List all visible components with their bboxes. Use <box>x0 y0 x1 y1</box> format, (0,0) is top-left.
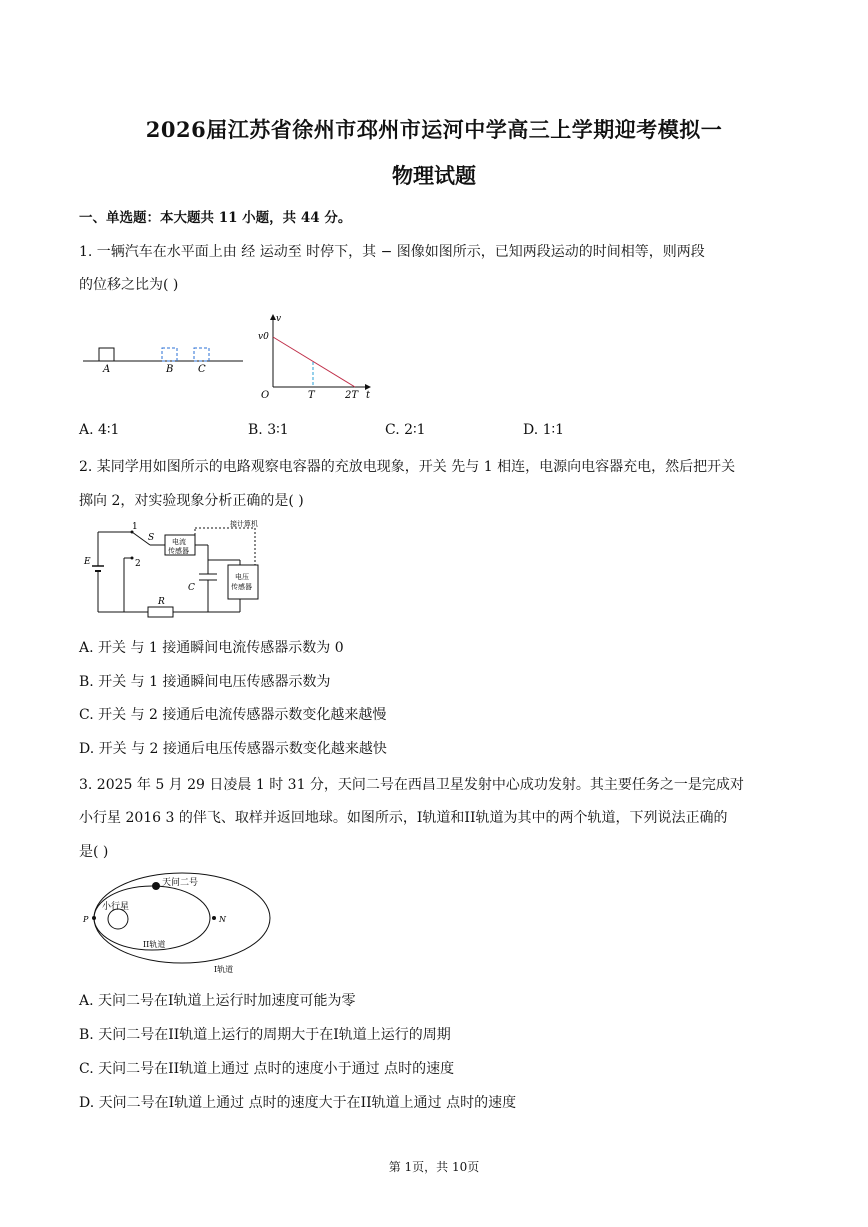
svg-text:1: 1 <box>132 522 138 532</box>
q3-stem-line2: 小行星 2016 3 的伴飞、取样并返回地球。如图所示，I轨道和II轨道为其中的两个轨道，下列说法正确的 <box>79 810 728 826</box>
page-number: 第 1页，共 10页 <box>388 1160 480 1174</box>
q1-stem-line1: 1. 一辆汽车在水平面上由 经 运动至 时停下，其 − 图像如图所示，已知两段运动的时间相等，则两段 <box>79 244 705 260</box>
svg-text:I轨道: I轨道 <box>214 965 234 974</box>
q2-option-b[interactable]: B. 开关 与 1 接通瞬间电压传感器示数为 <box>79 674 331 690</box>
section-heading: 一、单选题：本大题共 11 小题，共 44 分。 <box>79 210 352 226</box>
car-b-box <box>162 348 177 361</box>
page-title-line2: 物理试题 <box>392 163 476 188</box>
svg-text:2: 2 <box>135 559 141 569</box>
q1-option-d[interactable]: D. 1∶1 <box>523 422 565 438</box>
svg-text:C: C <box>198 364 206 375</box>
q1-option-b[interactable]: B. 3∶1 <box>248 422 289 438</box>
svg-text:B: B <box>166 364 174 375</box>
q2-stem-line1: 2. 某同学用如图所示的电路观察电容器的充放电现象，开关 先与 1 相连，电源向电容器充电，然后把开关 <box>79 459 736 475</box>
q1-stem-line2: 的位移之比为( ) <box>79 277 179 293</box>
svg-text:P: P <box>83 915 89 924</box>
svg-text:电流: 电流 <box>172 538 186 546</box>
svg-text:T: T <box>308 390 315 401</box>
svg-text:2T: 2T <box>345 390 359 401</box>
q3-option-d[interactable]: D. 天问二号在I轨道上通过 点时的速度大于在II轨道上通过 点时的速度 <box>79 1095 517 1111</box>
svg-text:R: R <box>158 597 165 607</box>
q2-stem-line2: 掷向 2，对实验现象分析正确的是( ) <box>79 493 304 509</box>
svg-text:O: O <box>261 390 270 401</box>
svg-text:A: A <box>103 364 111 375</box>
q2-option-c[interactable]: C. 开关 与 2 接通后电流传感器示数变化越来越慢 <box>79 707 387 723</box>
q3-option-c[interactable]: C. 天问二号在II轨道上通过 点时的速度小于通过 点时的速度 <box>79 1061 455 1077</box>
page-title-line1: 2026届江苏省徐州市邳州市运河中学高三上学期迎考模拟一 <box>145 117 723 142</box>
q2-option-d[interactable]: D. 开关 与 2 接通后电压传感器示数变化越来越快 <box>79 741 387 757</box>
svg-text:传感器: 传感器 <box>231 583 252 591</box>
svg-text:v0: v0 <box>258 332 269 342</box>
q1-options <box>79 422 679 442</box>
svg-text:v: v <box>276 314 282 324</box>
svg-text:小行星: 小行星 <box>102 902 130 912</box>
asteroid <box>108 909 128 929</box>
q3-orbit-figure <box>80 868 280 978</box>
svg-text:接计算机: 接计算机 <box>230 520 258 528</box>
svg-text:t: t <box>366 390 371 401</box>
svg-text:C: C <box>188 583 195 593</box>
q2-circuit-figure <box>80 520 280 620</box>
q3-option-b[interactable]: B. 天问二号在II轨道上运行的周期大于在I轨道上运行的周期 <box>79 1027 451 1043</box>
q3-stem-line1: 3. 2025 年 5 月 29 日凌晨 1 时 31 分，天问二号在西昌卫星发射中心成功发射。其主要任务之一是完成对 <box>79 777 744 793</box>
svg-text:传感器: 传感器 <box>168 547 189 555</box>
svg-text:E: E <box>84 557 91 567</box>
svg-text:II轨道: II轨道 <box>143 940 166 949</box>
probe <box>152 882 160 890</box>
q1-option-a[interactable]: A. 4∶1 <box>79 422 120 438</box>
svg-text:天问二号: 天问二号 <box>162 878 199 888</box>
q3-option-a[interactable]: A. 天问二号在I轨道上运行时加速度可能为零 <box>79 993 356 1009</box>
car-c-box <box>194 348 209 361</box>
car-a-box <box>99 348 114 361</box>
q1-figure <box>80 312 380 404</box>
svg-text:电压: 电压 <box>235 573 249 581</box>
svg-text:N: N <box>219 915 226 924</box>
svg-text:S: S <box>148 533 155 543</box>
q3-stem-line3: 是( ) <box>79 844 109 860</box>
q2-option-a[interactable]: A. 开关 与 1 接通瞬间电流传感器示数为 0 <box>79 640 344 656</box>
vt-line <box>273 337 355 387</box>
q1-option-c[interactable]: C. 2∶1 <box>385 422 426 438</box>
